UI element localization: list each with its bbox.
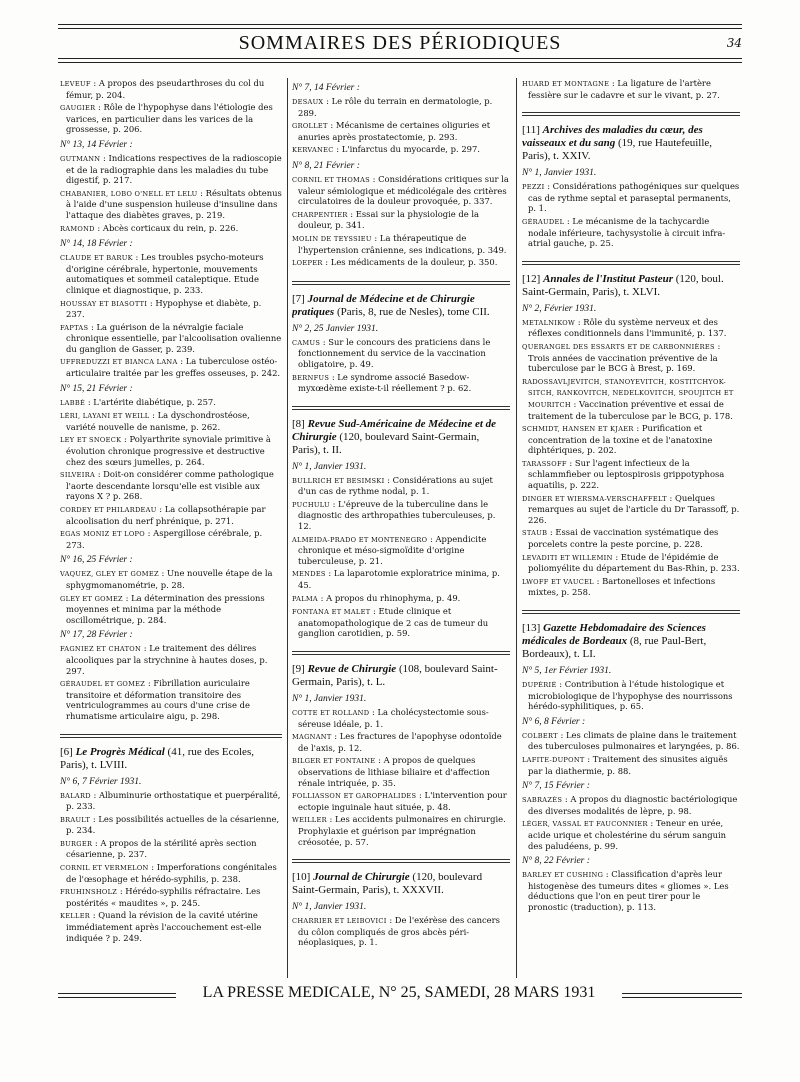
article-entry [60, 153, 282, 186]
header-rule [58, 24, 742, 25]
article-authors: BILGER ET FONTAINE [292, 757, 376, 766]
article-entry [292, 731, 510, 753]
article-authors: KELLER [60, 912, 91, 921]
column-2 [292, 78, 510, 978]
article-title: : Le syndrome associé Basedow-myxœdème existe-t-il réellement ? p. 62. [298, 371, 472, 394]
article-authors: CAMUS [292, 338, 321, 347]
journal-heading [292, 871, 510, 897]
article-title: : Classification d'après leur histogenèse des tumeurs dites « gliomes ». Les déductions que l'on en peut tirer pour le pronostic (traduction), p. 113. [528, 869, 729, 912]
article-authors: EGAS MONIZ ET LOPO [60, 530, 145, 539]
section-divider [292, 281, 510, 285]
article-entry [60, 838, 282, 860]
article-authors: LEY ET SNOECK [60, 436, 122, 445]
article-title: : Doit-on considérer comme pathologique l'aorte descendante lorsqu'elle est visible aux rayons X ? p. 268. [66, 469, 274, 502]
article-entry [522, 679, 740, 712]
article-title: : Indications respectives de la radioscopie et de la radiographie dans les maladies du tube digestif, p. 217. [66, 152, 282, 186]
issue-date: N° 16, 25 Février : [60, 555, 133, 566]
article-authors: CORNIL ET VERMELON [60, 864, 149, 873]
article-entry [60, 188, 282, 221]
column-1 [60, 78, 282, 978]
article-authors: METALNIKOW [522, 318, 576, 327]
article-entry [522, 78, 740, 100]
article-entry [522, 493, 740, 526]
article-entry [292, 915, 510, 948]
article-authors: RADOSSAVLJEVITCH, STANOYEVITCH, KOSTITCHYOK-SITCH, RANKOVITCH, NEDELKOVITCH, SPOUJITCH ET MOURITCH [522, 377, 734, 409]
journal-number: [10] [292, 871, 311, 884]
article-entry [292, 534, 510, 567]
article-authors: FONTANA ET MALET [292, 608, 371, 617]
journal-details: (120, boulevard Saint-Germain, Paris), t. II. [292, 430, 480, 456]
article-authors: GAUGIER [60, 104, 96, 113]
article-title: : Les possibilités actuelles de la césarienne, p. 234. [66, 813, 280, 836]
article-authors: BARLEY ET CUSHING [522, 871, 604, 880]
article-authors: CHARRIER ET LEIBOVICI [292, 917, 387, 926]
article-authors: LEVEUF [60, 80, 91, 88]
article-authors: LAFITE-DUPONT [522, 755, 585, 764]
issue-date: N° 8, 22 Février : [522, 856, 590, 867]
article-authors: CORNIL ET THOMAS [292, 175, 370, 184]
article-entry [292, 790, 510, 812]
journal-details: (41, rue des Ecoles, Paris), t. LVIII. [60, 745, 254, 771]
article-title: : La dyschondrostéose, variété nouvelle de nanisme, p. 262. [66, 410, 250, 432]
columns [60, 78, 740, 978]
journal-heading [60, 746, 282, 772]
section-divider [522, 610, 740, 614]
article-title: : La laparotomie exploratrice minima, p. 45. [298, 568, 500, 591]
issue-date: N° 1, Janvier 1931. [292, 461, 367, 472]
article-title: : Imperforations congénitales de l'œsophage et hérédo-syphilis, p. 238. [66, 862, 277, 884]
footer-rule [58, 993, 176, 994]
article-title: : Le rôle du terrain en dermatologie, p. 289. [298, 96, 493, 118]
article-title: : Fibrillation auriculaire transitoire et déformation transitoire des ventriculogrammes au cours d'une crise de rhumatisme articulaire aigu, p. 298. [66, 678, 250, 721]
article-title: : La thérapeutique de l'hypertension crânienne, ses indications, p. 349. [298, 232, 507, 255]
article-authors: MAGNANT [292, 733, 332, 742]
article-title: : Abcès corticaux du rein, p. 226. [94, 222, 239, 233]
article-title: : Traitement des sinusites aiguës par la diathermie, p. 88. [528, 753, 728, 776]
article-entry [60, 568, 282, 590]
article-title: : Sur le concours des praticiens dans le fonctionnement du service de la vaccination obligatoire, p. 49. [298, 336, 491, 369]
article-entry [60, 356, 282, 378]
article-entry [60, 504, 282, 526]
article-authors: FAGNIEZ ET CHATON [60, 645, 142, 654]
article-title: : L'épreuve de la tuberculine dans le diagnostic des arthropathies tuberculeuses, p. 12. [298, 498, 496, 532]
article-title: : La cholécystectomie sous-séreuse idéale, p. 1. [298, 707, 489, 729]
article-entry [60, 790, 282, 812]
article-authors: COLBERT [522, 731, 558, 740]
article-title: : Les troubles psycho-moteurs d'origine cérébrale, hypertonie, mouvements automatiques et sommeil cataleptique. Etude clinique et diagnostique, p. 233. [66, 252, 264, 295]
journal-details: (120, boul. Saint-Germain, Paris), t. XLVI. [522, 272, 724, 298]
article-title: : Les climats de plaine dans le traitement des tuberculoses pulmonaires et laryngées, p. 86. [528, 729, 740, 752]
section-divider [292, 406, 510, 410]
journal-number: [7] [292, 292, 305, 305]
issue-date: N° 1, Janvier 1931. [292, 694, 367, 704]
article-authors: CLAUDE ET BARUK [60, 254, 133, 263]
article-entry [60, 78, 282, 100]
article-entry [522, 376, 740, 421]
issue-date: N° 6, 7 Février 1931. [60, 776, 142, 787]
section-divider [522, 112, 740, 116]
issue-date: N° 6, 8 Février : [522, 716, 586, 727]
article-title: : Hérédo-syphilis réfractaire. Les postérités « maudites », p. 245. [66, 886, 261, 908]
article-authors: COTTE ET ROLLAND [292, 709, 370, 717]
article-title: : Hypophyse et diabète, p. 237. [66, 297, 262, 320]
article-title: : Mécanisme de certaines oliguries et anuries après prostatectomie, p. 293. [298, 120, 491, 142]
article-entry [60, 886, 282, 908]
journal-name: Le Progrès Médical [75, 745, 165, 758]
article-title: : Considérations au sujet d'un cas de rythme nodal, p. 1. [298, 474, 493, 497]
article-title: : Les accidents pulmonaires en chirurgie. Prophylaxie et guérison par imprégnation créosotée, p. 57. [298, 814, 506, 847]
issue-date: N° 14, 18 Février : [60, 239, 133, 250]
article-authors: FOLLIASSON ET GAROPHALIDES [292, 792, 417, 801]
article-entry [292, 233, 510, 255]
article-entry [292, 337, 510, 370]
article-title: : Aspergillose cérébrale, p. 273. [66, 528, 263, 550]
article-title: : Les médicaments de la douleur, p. 350. [322, 257, 498, 268]
article-authors: TARASSOFF [522, 459, 567, 468]
article-entry [522, 730, 740, 752]
article-title: : Purification et concentration de la toxine et de l'anatoxine diphtériques, p. 202. [528, 423, 713, 456]
article-authors: LEVADITI ET WILLEMIN [522, 553, 613, 562]
article-entry [292, 499, 510, 532]
article-title: : A propos de quelques observations de lithiase biliaire et d'affection rénale intriquée, p. 35. [298, 755, 490, 788]
article-title: : L'infarctus du myocarde, p. 297. [333, 144, 480, 155]
journal-name: Journal de Chirurgie [313, 871, 410, 884]
article-title: : Etude de l'épidémie de poliomyélite du département du Bas-Rhin, p. 233. [528, 551, 740, 574]
article-authors: GLEY ET GOMEZ [60, 594, 123, 603]
issue-date: N° 17, 28 Février : [60, 630, 133, 641]
article-authors: FRUHINSHOLZ [60, 888, 118, 897]
article-authors: SCHMIDT, HANSEN ET KJAER [522, 425, 634, 434]
article-authors: GÉRAUDEL ET GOMEZ [60, 680, 146, 689]
article-authors: KERVANEC [292, 146, 334, 155]
article-title: : Appendicite chronique et méso-sigmoïdite d'origine tuberculeuse, p. 21. [298, 533, 487, 566]
article-title: : Une nouvelle étape de la sphygmomanométrie, p. 28. [66, 568, 273, 590]
article-authors: GUTMANN [60, 154, 101, 163]
issue-date: N° 8, 21 Février : [292, 160, 360, 171]
article-title: : Contribution à l'étude histologique et microbiologique de l'hypophyse des nourrissons hérédo-syphilitiques, p. 65. [528, 679, 733, 712]
article-authors: BURGER [60, 839, 93, 848]
journal-heading [292, 418, 510, 457]
article-title: : Le traitement des délires alcooliques par la strychnine à hautes doses, p. 297. [66, 643, 268, 676]
article-authors: GROLLET [292, 122, 328, 131]
article-entry [292, 814, 510, 847]
article-entry [60, 593, 282, 626]
article-title: : Essai de vaccination systématique des porcelets contre la peste porcine, p. 228. [528, 527, 719, 550]
article-title: : Rôle de l'hypophyse dans l'étiologie des varices, en particulier dans les varices de la grossesse, p. 206. [66, 102, 273, 135]
article-entry [522, 317, 740, 339]
article-title: : Considérations pathogéniques sur quelques cas de rythme septal et paraseptal permanents, p. 1. [528, 181, 740, 214]
article-entry [292, 257, 510, 269]
issue-date: N° 1, Janvier 1931. [522, 168, 597, 179]
journal-heading [292, 293, 510, 319]
article-entry [60, 298, 282, 320]
article-title: : Etude clinique et anatomopathologique de 2 cas de tumeur du ganglion carotidien, p. 59. [298, 606, 489, 639]
article-title: : De l'exérèse des cancers du côlon compliqués de gros abcès péri-néoplasiques, p. 1. [298, 915, 500, 948]
section-divider [292, 859, 510, 863]
article-title: : Rôle du système nerveux et des réflexes conditionnels dans l'immunité, p. 137. [528, 316, 727, 339]
article-authors: FAPTAS [60, 323, 89, 332]
journal-heading [522, 124, 740, 163]
issue-date: N° 2, Février 1931. [522, 303, 597, 314]
journal-number: [13] [522, 622, 541, 634]
header-rule [58, 58, 742, 59]
article-authors: STAUB [522, 529, 548, 538]
article-title: : Bartonelloses et infections mixtes, p. 258. [528, 575, 716, 598]
article-title: : Les fractures de l'apophyse odontoïde de l'axis, p. 12. [298, 731, 502, 753]
article-entry [522, 576, 740, 598]
article-title: : Sur l'agent infectieux de la schlammfieber ou leptospirosis grippotyphosa aquatilis, p. 222. [528, 457, 725, 491]
article-authors: LWOFF ET VAUCEL [522, 577, 594, 586]
article-title: : La collapsothérapie par alcoolisation du nerf phrénique, p. 271. [66, 504, 266, 526]
journal-number: [8] [292, 417, 305, 430]
journal-number: [11] [522, 124, 540, 137]
article-authors: PALMA [292, 594, 318, 603]
article-authors: ALMEIDA-PRADO ET MONTENEGRO [292, 535, 428, 544]
footer-rule [622, 997, 742, 998]
article-title: : Considérations critiques sur la valeur sémiologique et médicolégale des critères circulatoires de la douleur provoquée, p. 337. [298, 173, 509, 207]
article-entry [522, 458, 740, 491]
article-authors: WEILLER [292, 816, 327, 825]
article-entry [522, 552, 740, 574]
article-authors: SABRAZÈS [522, 796, 563, 805]
article-entry [292, 755, 510, 788]
article-title: : Quelques remarques au sujet de l'article du Dr Tarassoff, p. 226. [528, 492, 740, 525]
article-authors: HUARD ET MONTAGNE [522, 80, 610, 88]
journal-number: [9] [292, 663, 305, 675]
article-authors: BRAULT [60, 815, 91, 824]
article-authors: LABBÉ [60, 398, 86, 407]
article-title: : A propos du diagnostic bactériologique des diverses modalités de lèpre, p. 98. [528, 794, 738, 816]
article-authors: PEZZI [522, 183, 545, 192]
article-entry [60, 102, 282, 135]
article-entry [292, 606, 510, 639]
article-authors: RAMOND [60, 224, 95, 233]
article-entry [522, 794, 740, 816]
article-entry [522, 818, 740, 851]
article-entry [522, 216, 740, 249]
article-title: : Essai sur la physiologie de la douleur, p. 341. [298, 208, 480, 231]
article-authors: CHARPENTIER [292, 210, 348, 219]
header-rule [58, 28, 742, 29]
article-entry [60, 910, 282, 943]
header-rule [58, 62, 742, 63]
article-entry [292, 372, 510, 394]
journal-name: Revue de Chirurgie [307, 663, 397, 675]
issue-date: N° 5, 1er Février 1931. [522, 666, 612, 676]
section-divider [292, 651, 510, 655]
article-entry [522, 527, 740, 549]
article-authors: LOEPER [292, 259, 323, 268]
article-title: : Quand la révision de la cavité utérine immédiatement après l'accouchement est-elle indiquée ? p. 249. [66, 910, 262, 943]
journal-details: (108, boulevard Saint-Germain, Paris), t. L. [292, 663, 498, 688]
article-entry [60, 322, 282, 355]
article-entry [60, 528, 282, 550]
page-header [58, 18, 742, 64]
footer-rule [622, 993, 742, 994]
article-entry [292, 174, 510, 207]
footer-rule [58, 997, 176, 998]
article-entry [60, 410, 282, 432]
article-entry [522, 341, 740, 374]
journal-number: [6] [60, 745, 73, 758]
page-title: SOMMAIRES DES PÉRIODIQUES [238, 32, 562, 54]
article-title: : Résultats obtenus à l'aide d'une suspension huileuse d'insuline dans l'attaque des diabètes graves, p. 219. [66, 187, 282, 220]
article-entry [60, 252, 282, 295]
article-entry [522, 423, 740, 456]
article-authors: DINGER ET WIERSMA-VERSCHAFFELT [522, 494, 667, 503]
article-title: : Trois années de vaccination préventive de la tuberculose par le BCG à Brest, p. 169. [528, 340, 721, 374]
article-authors: PUCHULU [292, 500, 330, 509]
footer-text: LA PRESSE MEDICALE, N° 25, SAMEDI, 28 MARS 1931 [202, 984, 596, 1001]
article-entry [292, 120, 510, 142]
article-authors: SILVEIRA [60, 471, 96, 480]
article-authors: VAQUEZ, GLEY ET GOMEZ [60, 570, 159, 579]
journal-details: (8, rue Paul-Bert, Bordeaux), t. LI. [522, 635, 707, 660]
section-divider [60, 734, 282, 738]
issue-date: N° 13, 14 Février : [60, 139, 133, 150]
article-authors: BALARD [60, 791, 91, 800]
article-authors: CORDEY ET PHILARDEAU [60, 506, 157, 514]
article-entry [522, 754, 740, 776]
article-entry [60, 223, 282, 235]
article-title: : La détermination des pressions moyennes et minima par la méthode oscillométrique, p. 284. [66, 592, 265, 625]
journal-details: (19, rue Hautefeuille, Paris), t. XXIV. [522, 137, 713, 163]
issue-date: N° 2, 25 Janvier 1931. [292, 323, 379, 334]
issue-date: N° 1, Janvier 1931. [292, 902, 367, 913]
article-entry [60, 434, 282, 467]
page-footer [58, 984, 742, 1008]
article-authors: LÉRI, LAYANI ET WEILL [60, 412, 150, 421]
column-3 [522, 78, 740, 978]
issue-date: N° 7, 14 Février : [292, 83, 360, 93]
journal-name: Gazette Hebdomadaire des Sciences médicales de Bordeaux [522, 622, 706, 647]
journal-details: (Paris, 8, rue de Nesles), tome CII. [334, 305, 490, 318]
journal-heading [522, 273, 740, 299]
article-entry [60, 814, 282, 836]
journal-number: [12] [522, 272, 541, 285]
article-title: : La tuberculose ostéo-articulaire traitée par les greffes osseuses, p. 242. [66, 356, 281, 379]
journal-heading [292, 663, 510, 689]
issue-date: N° 7, 15 Février : [522, 781, 590, 792]
article-authors: MOLIN DE TEYSSIEU [292, 234, 372, 243]
article-title: : Teneur en urée, acide urique et cholestérine du sérum sanguin des paludéens, p. 99. [528, 818, 727, 851]
article-authors: DESAUX [292, 98, 324, 106]
article-authors: CHABANIER, LOBO O'NELL ET LELU [60, 189, 198, 198]
journal-name: Archives des maladies du cœur, des vaisseaux et du sang [522, 124, 703, 150]
article-title: : L'intervention pour ectopie inguinale haut située, p. 48. [298, 790, 507, 812]
article-entry [522, 181, 740, 214]
article-entry [292, 144, 510, 156]
article-entry [292, 568, 510, 590]
article-entry [292, 707, 510, 729]
article-title: : Albuminurie orthostatique et puerpéralité, p. 233. [66, 789, 281, 812]
article-title: : A propos des pseudarthroses du col du fémur, p. 204. [66, 78, 265, 100]
article-authors: HOUSSAY ET BIASOTTI [60, 299, 148, 308]
article-title: : La ligature de l'artère fessière sur le cadavre et sur le vivant, p. 27. [528, 78, 720, 100]
article-authors: MENDES [292, 570, 326, 579]
article-title: : La guérison de la névralgie faciale chronique essentielle, par l'alcoolisation ovalienne du ganglion de Gasser, p. 239. [66, 321, 282, 354]
article-title: : A propos du rhinophyma, p. 49. [318, 592, 461, 603]
article-authors: BULLRICH ET BESIMSKI [292, 476, 385, 485]
page-number: 34 [726, 36, 742, 50]
article-title: : L'artérite diabétique, p. 257. [85, 396, 216, 407]
journal-details: (120, boulevard Saint-Germain, Paris), t. XXXVII. [292, 871, 483, 897]
article-authors: LÉGER, VASSAL ET FAUCONNIER [522, 820, 648, 829]
article-entry [292, 209, 510, 231]
journal-name: Journal de Médecine et de Chirurgie pratiques [292, 292, 475, 318]
article-entry [60, 469, 282, 502]
article-authors: UFFREDUZZI ET BIANCA LANA [60, 358, 178, 367]
article-entry [60, 678, 282, 721]
article-entry [522, 869, 740, 912]
journal-heading [522, 622, 740, 661]
article-entry [292, 475, 510, 497]
article-entry [292, 96, 510, 118]
article-title: : Vaccination préventive et essai de traitement de la tuberculose par le BCG, p. 178. [528, 398, 733, 421]
article-title: : A propos de la stérilité après section césarienne, p. 237. [66, 837, 257, 860]
issue-date: N° 15, 21 Février : [60, 383, 133, 394]
article-title: : Polyarthrite synoviale primitive à évolution chronique progressive et destructive chez des sœurs jumelles, p. 264. [66, 434, 271, 467]
article-authors: QUERANGEL DES ESSARTS ET DE CARBONNIÈRES [522, 342, 715, 351]
journal-name: Annales de l'Institut Pasteur [543, 272, 673, 285]
section-divider [522, 261, 740, 265]
article-entry [60, 643, 282, 676]
article-entry [292, 593, 510, 605]
article-authors: BERNFUS [292, 373, 330, 382]
article-entry [60, 397, 282, 409]
article-title: : Le mécanisme de la tachycardie nodale inférieure, tachysystolie à circuit infra-atrial gauche, p. 25. [528, 215, 726, 249]
article-entry [60, 862, 282, 884]
article-authors: DUPÉRIÉ [522, 681, 557, 689]
article-authors: GÉRAUDEL [522, 217, 565, 226]
journal-name: Revue Sud-Américaine de Médecine et de Chirurgie [292, 417, 497, 443]
